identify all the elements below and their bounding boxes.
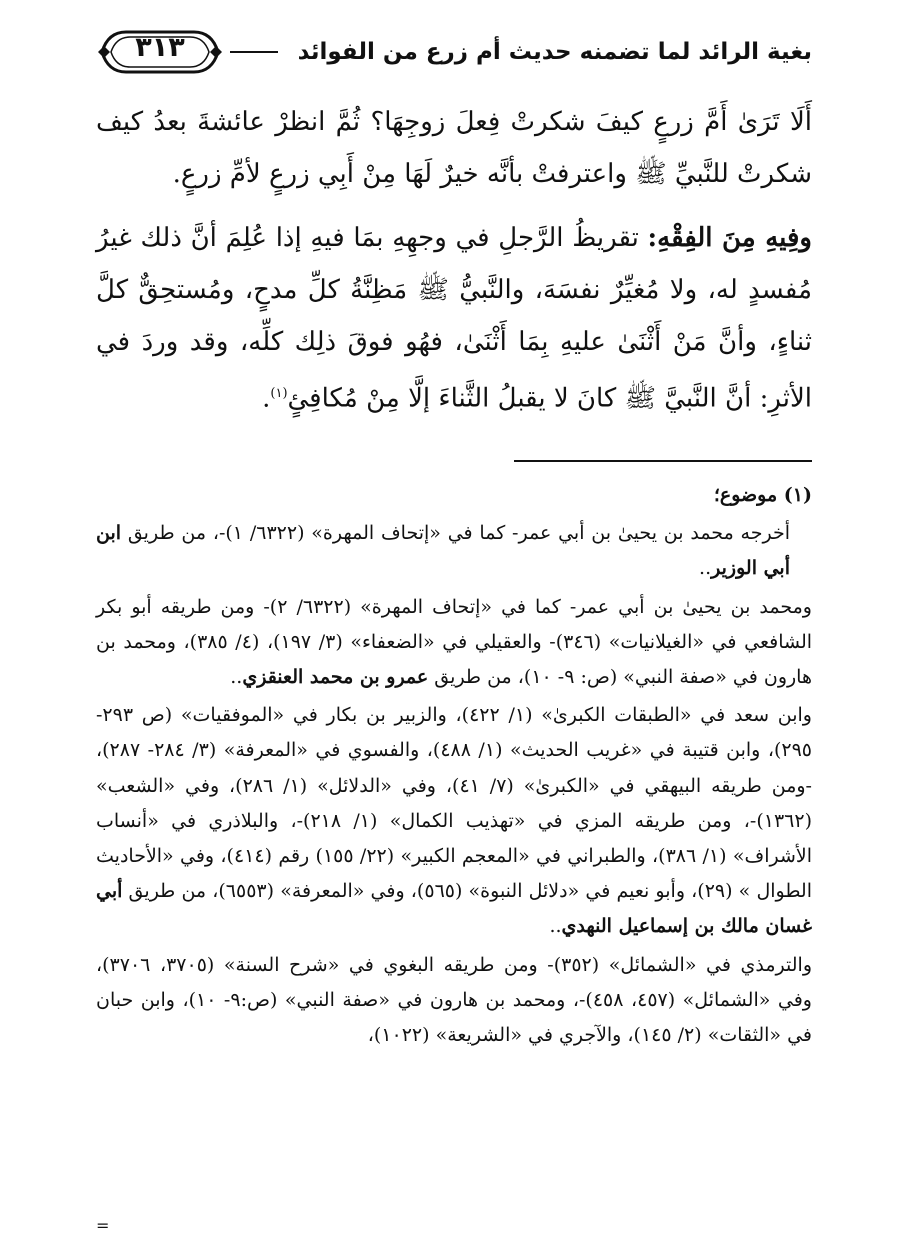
footnote-text: .. (230, 666, 243, 689)
footnote-separator (514, 460, 812, 462)
footnote-emphasis: ابن أبي الوزير (96, 522, 790, 580)
footnote-text: والترمذي في «الشمائل» (٣٥٢)- ومن طريقه البغوي في «شرح السنة» (٣٧٠٥، ٣٧٠٦)، وفي «الشمائل» (٤٥٧، ٤٥٨)-، ومحمد بن هارون في «صفة النبي» (ص:٩- ١٠)، وابن حبان في «الثقات» (٢/ ١٤٥)، والآجري في «الشريعة» (١٠٢٢)، (96, 953, 813, 1047)
footnote-text: .. (699, 557, 712, 580)
paragraph (96, 96, 812, 200)
footnote-reference[interactable]: (١) (270, 386, 288, 401)
footnote-paragraph (96, 516, 812, 586)
paragraph-lead: وفِيهِ مِنَ الفِقْهِ: (647, 223, 812, 253)
main-text (96, 96, 812, 437)
footnotes (96, 478, 812, 1056)
footnote-text: وابن سعد في «الطبقات الكبرىٰ» (١/ ٤٢٢)، والزبير بن بكار في «الموفقيات» (ص ٢٩٣- ٢٩٥)، وابن قتيبة في «غريب الحديث» (١/ ٤٨٨)، والفسوي في «المعرفة» (٣/ ٢٨٤- ٢٨٧)، -ومن طريقه البيهقي في «الكبرىٰ» (٧/ ٤١)، وفي «الدلائل» (١/ ٢٨٦)، وفي «الشعب» (١٣٦٢)-، ومن طريقه المزي في «تهذيب الكمال» (١/ ٢١٨)-، والبلاذري في «أنساب الأشراف» (١/ ٣٨٦)، والطبراني في «المعجم الكبير» (٢٢/ ١٥٥) رقم (٤١٤)، وفي «الأحاديث الطوال » (٢٩)، وأبو نعيم في «دلائل النبوة» (٥٦٥)، وفي «المعرفة» (٦٥٥٣)، من طريق (96, 704, 813, 903)
continuation-mark: = (96, 1216, 109, 1235)
footnote-emphasis: أبي غسان مالك بن إسماعيل النهدي (96, 880, 812, 938)
footnote-paragraph (96, 590, 812, 696)
running-title: بغية الرائد لما تضمنه حديث أم زرع من الفوائد (297, 39, 812, 65)
paragraph-text: أَلَا تَرَىٰ أَمَّ زرعٍ كيفَ شكرتْ فِعلَ زوجِهَا؟ ثُمَّ انظرْ عائشةَ بعدُ كيف شكرتْ للنَّبيِّ ﷺ واعترفتْ بأنَّه خيرٌ لَهَا مِنْ أَبِي زرعٍ لأمِّ زرعٍ. (96, 107, 812, 189)
page-number: ٣١٣ (135, 32, 185, 63)
footnote-paragraph (96, 698, 812, 944)
footnote-text: .. (549, 915, 562, 938)
footnote-text: أخرجه محمد بن يحيىٰ بن أبي عمر- كما في «إتحاف المهرة» (٦٣٢٢/ ١)-، من طريق (121, 522, 790, 545)
paragraph-end: . (262, 383, 271, 414)
footnote-emphasis: عمرو بن محمد العنقزي (242, 666, 429, 689)
footnote-text: ومحمد بن يحيىٰ بن أبي عمر- كما في «إتحاف المهرة» (٦٣٢٢/ ٢)- ومن طريقه أبو بكر الشافعي في «الغيلانيات» (٣٤٦)- والعقيلي في «الضعفاء» (٣/ ١٩٧)، (٤/ ٣٨٥)، ومحمد بن هارون في «صفة النبي» (ص: ٩- ١٠)، من طريق (96, 595, 813, 689)
page-number-ornament (96, 24, 224, 80)
page-header (96, 22, 812, 82)
paragraph-text: تقريظُ الرَّجلِ في وجهِهِ بمَا فيهِ إذا عُلِمَ أنَّ ذلك غيرُ مُفسدٍ له، ولا مُغيِّرٌ نفسَهَ، والنَّبيُّ ﷺ مَظِنَّةُ كلِّ مدحٍ، ومُستحِقٌّ كلَّ ثناءٍ، وأنَّ مَنْ أَثْنَىٰ عليهِ بِمَا أَثْنَىٰ، فهُو فوقَ ذلِك كلِّه، وقد وردَ في الأثرِ: أنَّ النَّبيَّ ﷺ كانَ لا يقبلُ الثَّناءَ إلَّا مِنْ مُكافِئٍ (96, 223, 812, 414)
footnote-paragraph (96, 948, 812, 1054)
footnote-title: (١) موضوع؛ (713, 484, 812, 506)
header-rule (230, 51, 278, 53)
paragraph (96, 212, 812, 425)
